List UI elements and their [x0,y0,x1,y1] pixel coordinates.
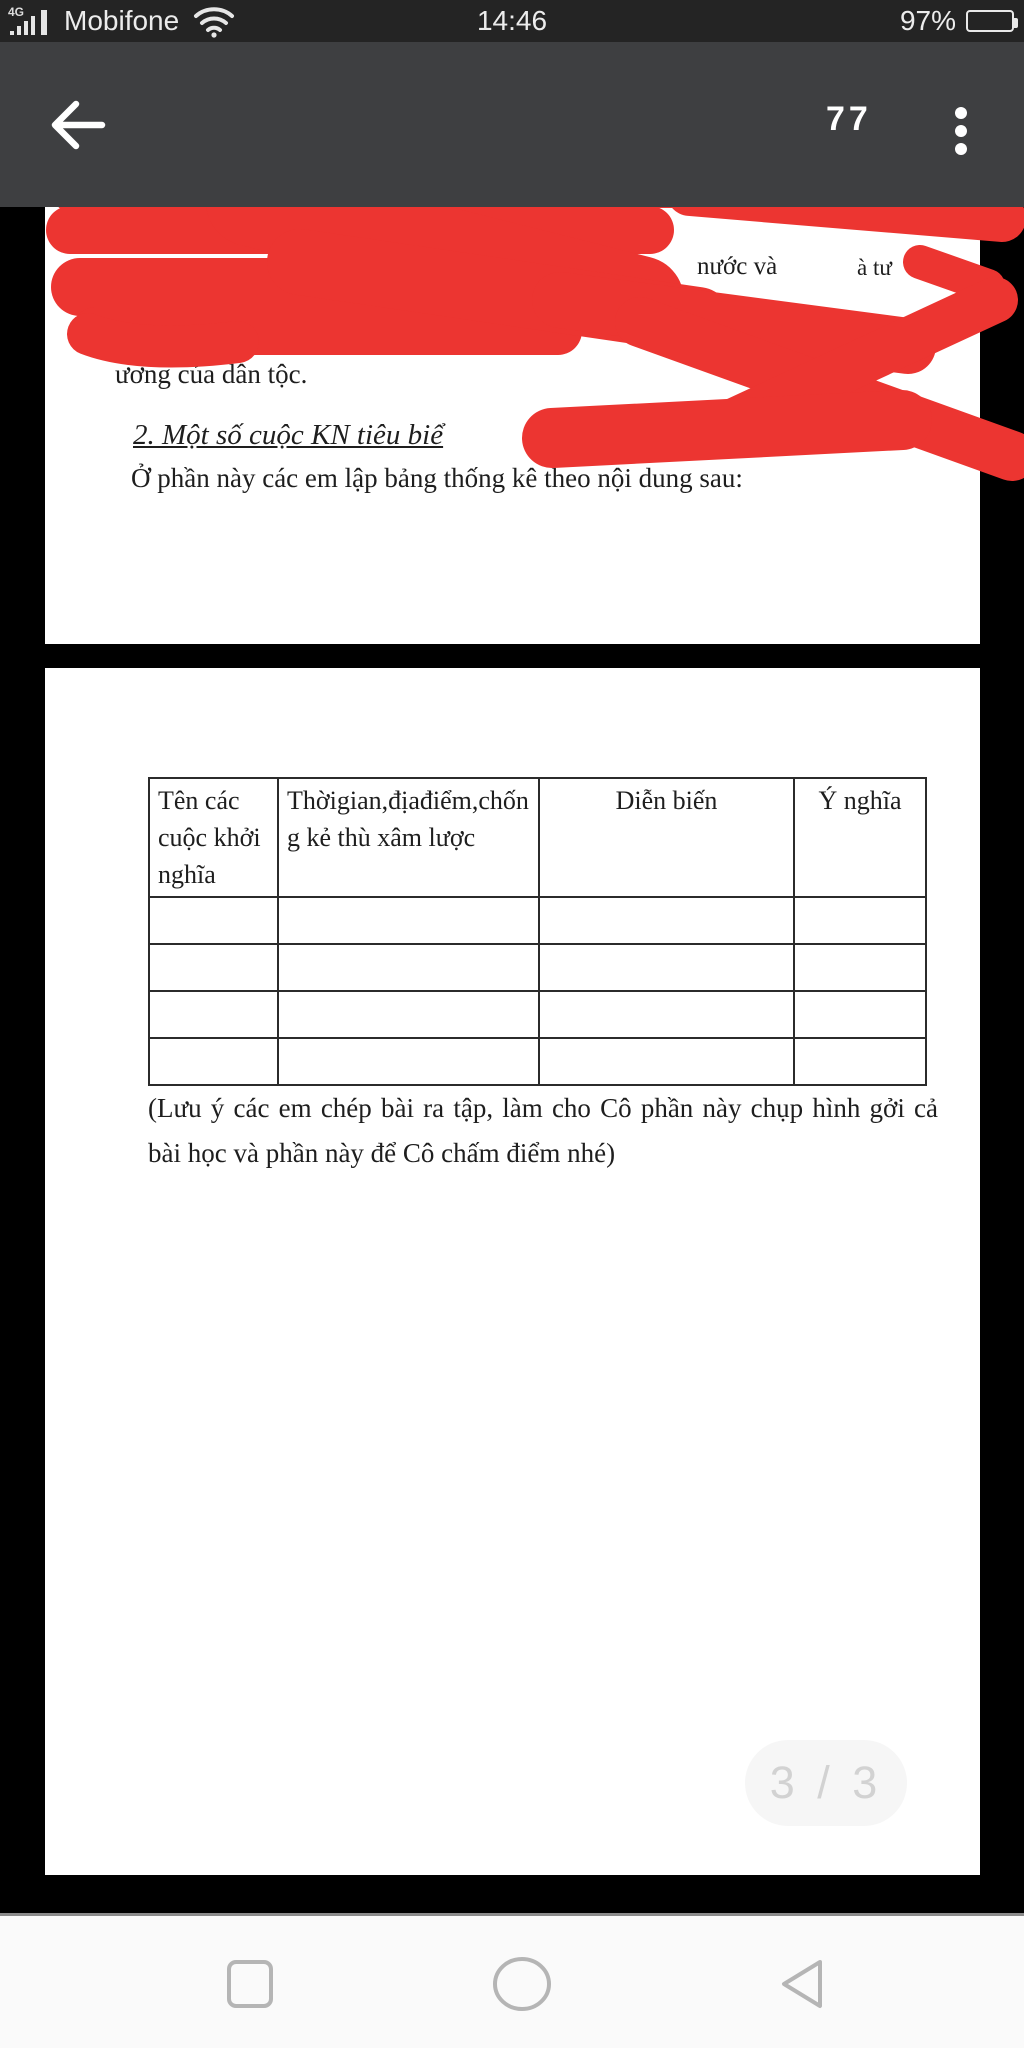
homework-table [148,777,927,1086]
nav-back-button[interactable] [742,1916,862,2048]
table-cell-empty [794,991,926,1038]
battery-nub [1014,18,1018,28]
text-fragment-covered-line: a nền tiếp đ [335,323,461,353]
table-cell-empty [539,897,794,944]
table-row [149,1038,926,1085]
battery-percent-label: 97% [899,5,956,36]
table-row [149,991,926,1038]
table-cell-empty [149,1038,278,1085]
table-cell-empty [278,1038,539,1085]
back-arrow-icon[interactable] [42,90,112,160]
page-indicator [745,1740,907,1826]
table-header-thoigian: Thờigian,địađiểm,chốn g kẻ thù xâm lược [278,778,539,897]
nav-home-button[interactable] [462,1916,582,2048]
table-header-y-nghia: Ý nghĩa [794,778,926,897]
table-row [149,897,926,944]
section-heading: 2. Một số cuộc KN tiêu biể [133,419,444,451]
table-cell-empty [539,1038,794,1085]
status-bar [0,0,1024,42]
teacher-note-line1: (Lưu ý các em chép bài ra tập, làm cho Cô phần này chụp hình gởi cả bài [148,1093,938,1168]
table-cell-empty [149,944,278,991]
instruction-line: Ở phần này các em lập bảng thống kê theo nội dung sau: [131,463,743,493]
table-cell-empty [278,897,539,944]
status-time: 14:46 [476,5,548,36]
table-cell-empty [149,991,278,1038]
text-fragment-nuoc-va: nước và [697,253,778,280]
app-toolbar [0,42,1024,207]
android-nav-bar [0,1913,1024,2048]
svg-text:4G: 4G [8,5,25,19]
carrier-label: Mobifone [64,5,180,36]
text-line-duong: ương của dân tộc. [115,359,308,389]
page-indicator-label: 3 / 3 [769,1757,883,1808]
teacher-note-line2: học và phần này để Cô chấm điểm nhé) [187,1138,616,1168]
table-cell-empty [539,944,794,991]
nav-recents-button[interactable] [190,1916,310,2048]
table-cell-empty [794,897,926,944]
table-row [149,944,926,991]
table-header-row [149,778,926,897]
document-page-1[interactable] [45,207,980,644]
recents-square-icon [226,1959,274,2009]
table-cell-empty [794,1038,926,1085]
battery-icon [966,10,1014,32]
table-header-ten-cac: Tên các cuộc khởi nghĩa [149,778,278,897]
overflow-menu-icon[interactable] [951,94,971,164]
table-header-dien-bien: Diễn biến [539,778,794,897]
home-circle-icon [491,1956,553,2012]
table-cell-empty [539,991,794,1038]
obscured-title-fragment: 77 [826,100,872,138]
text-fragment-a-tu: à tư [857,255,892,280]
table-cell-empty [278,944,539,991]
table-cell-empty [149,897,278,944]
table-cell-empty [794,944,926,991]
table-cell-empty [278,991,539,1038]
document-page-2[interactable] [45,668,980,1875]
teacher-note [148,1086,938,1176]
back-triangle-icon [776,1956,828,2012]
